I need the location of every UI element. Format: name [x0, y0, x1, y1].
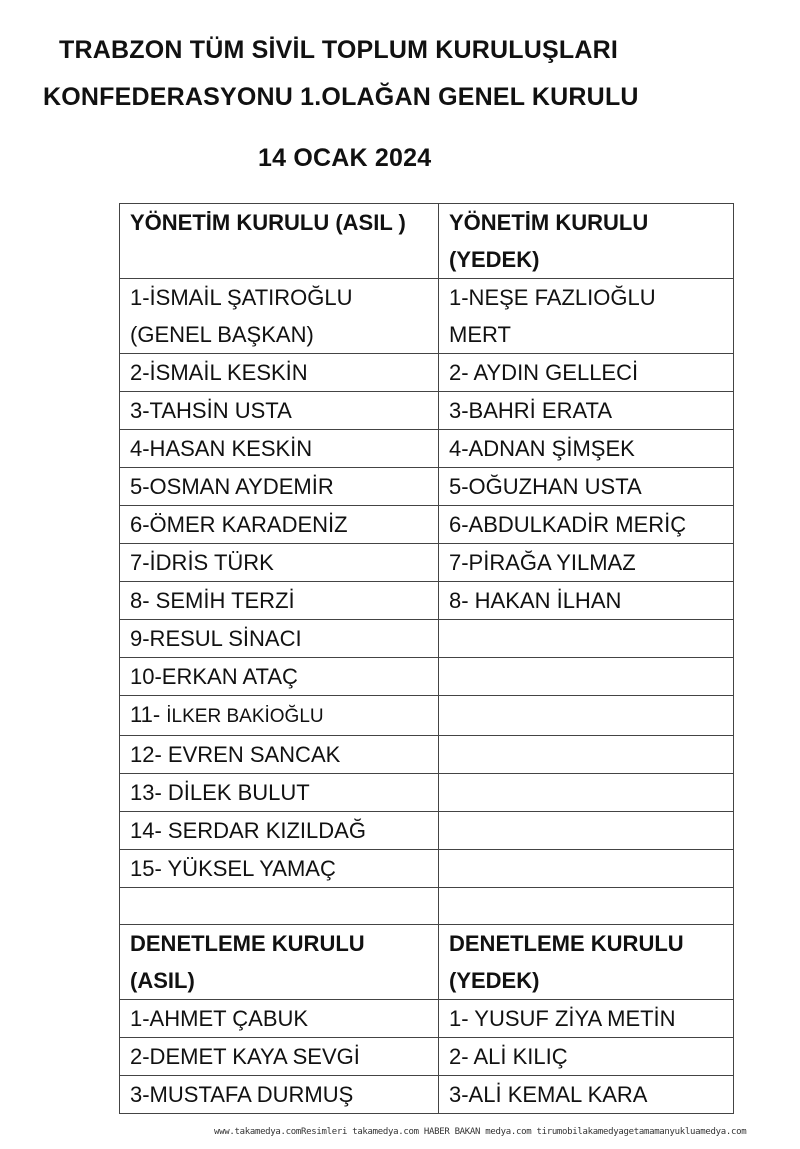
yonetim-asil-cell: 7-İDRİS TÜRK — [120, 544, 439, 582]
denetleme-asil-header — [120, 925, 439, 1000]
table-row — [120, 774, 734, 812]
denetleme-asil-cell: 2-DEMET KAYA SEVGİ — [120, 1038, 439, 1076]
yonetim-asil-1-role: (GENEL BAŞKAN) — [130, 322, 314, 347]
denetleme-asil-header-line2: (ASIL) — [130, 968, 195, 993]
table-row — [120, 658, 734, 696]
yonetim-asil-cell: 3-TAHSİN USTA — [120, 392, 439, 430]
row-11-name: İLKER BAKİOĞLU — [166, 706, 324, 727]
denetleme-yedek-cell: 2- ALİ KILIÇ — [439, 1038, 734, 1076]
yonetim-yedek-cell: 6-ABDULKADİR MERİÇ — [439, 506, 734, 544]
yonetim-yedek-cell — [439, 658, 734, 696]
denetleme-asil-header-line1: DENETLEME KURULU — [130, 931, 365, 956]
denetleme-yedek-header — [439, 925, 734, 1000]
yonetim-yedek-cell: 3-BAHRİ ERATA — [439, 392, 734, 430]
yonetim-yedek-header — [439, 204, 734, 279]
yonetim-yedek-header-line1: YÖNETİM KURULU — [449, 210, 649, 235]
yonetim-yedek-1-name-cont: MERT — [449, 322, 511, 347]
yonetim-asil-cell: 2-İSMAİL KESKİN — [120, 354, 439, 392]
table-row — [120, 279, 734, 354]
denetleme-yedek-cell: 3-ALİ KEMAL KARA — [439, 1076, 734, 1114]
yonetim-asil-cell: 13- DİLEK BULUT — [120, 774, 439, 812]
yonetim-yedek-cell: 4-ADNAN ŞİMŞEK — [439, 430, 734, 468]
denetleme-asil-cell: 1-AHMET ÇABUK — [120, 1000, 439, 1038]
yonetim-asil-1-name: 1-İSMAİL ŞATIROĞLU — [130, 285, 353, 310]
yonetim-yedek-cell — [439, 736, 734, 774]
yonetim-asil-cell: 5-OSMAN AYDEMİR — [120, 468, 439, 506]
table-row — [120, 1076, 734, 1114]
table-row — [120, 850, 734, 888]
yonetim-asil-header: YÖNETİM KURULU (ASIL ) — [120, 204, 439, 279]
yonetim-asil-cell: 15- YÜKSEL YAMAÇ — [120, 850, 439, 888]
yonetim-asil-cell: 6-ÖMER KARADENİZ — [120, 506, 439, 544]
yonetim-asil-cell: 9-RESUL SİNACI — [120, 620, 439, 658]
table-row — [120, 582, 734, 620]
denetleme-asil-cell: 3-MUSTAFA DURMUŞ — [120, 1076, 439, 1114]
document-title-line-1: TRABZON TÜM SİVİL TOPLUM KURULUŞLARI — [59, 36, 619, 64]
table-row — [120, 620, 734, 658]
yonetim-asil-cell: 14- SERDAR KIZILDAĞ — [120, 812, 439, 850]
yonetim-asil-cell: 12- EVREN SANCAK — [120, 736, 439, 774]
yonetim-yedek-1 — [439, 279, 734, 354]
table-row — [120, 1000, 734, 1038]
footer-watermark: www.takamedya.comResimleri takamedya.com HABER BAKAN medya.com tirumobilakamedyagetamamanyukluamedya.com — [214, 1127, 747, 1137]
table-row — [120, 392, 734, 430]
yonetim-yedek-cell — [439, 850, 734, 888]
yonetim-yedek-cell: 8- HAKAN İLHAN — [439, 582, 734, 620]
yonetim-yedek-header-line2: (YEDEK) — [449, 247, 540, 272]
yonetim-asil-1 — [120, 279, 439, 354]
empty-cell — [439, 888, 734, 925]
table-header-row — [120, 204, 734, 279]
yonetim-yedek-cell: 7-PİRAĞA YILMAZ — [439, 544, 734, 582]
yonetim-yedek-cell — [439, 812, 734, 850]
table-row — [120, 468, 734, 506]
yonetim-yedek-cell: 5-OĞUZHAN USTA — [439, 468, 734, 506]
table-row — [120, 544, 734, 582]
board-members-table — [119, 203, 734, 1114]
table-row — [120, 430, 734, 468]
yonetim-asil-cell — [120, 696, 439, 736]
yonetim-yedek-cell — [439, 696, 734, 736]
table-row — [120, 696, 734, 736]
document-title-line-2: KONFEDERASYONU 1.OLAĞAN GENEL KURULU — [43, 83, 639, 111]
denetleme-yedek-header-line1: DENETLEME KURULU — [449, 931, 684, 956]
denetleme-header-row — [120, 925, 734, 1000]
table-row — [120, 812, 734, 850]
table-row — [120, 1038, 734, 1076]
table-row — [120, 736, 734, 774]
table-spacer-row — [120, 888, 734, 925]
yonetim-asil-cell: 8- SEMİH TERZİ — [120, 582, 439, 620]
row-11-number: 11- — [130, 702, 167, 727]
yonetim-asil-cell: 4-HASAN KESKİN — [120, 430, 439, 468]
table-row — [120, 506, 734, 544]
yonetim-asil-cell: 10-ERKAN ATAÇ — [120, 658, 439, 696]
denetleme-yedek-header-line2: (YEDEK) — [449, 968, 540, 993]
yonetim-yedek-cell — [439, 774, 734, 812]
denetleme-yedek-cell: 1- YUSUF ZİYA METİN — [439, 1000, 734, 1038]
yonetim-yedek-cell — [439, 620, 734, 658]
empty-cell — [120, 888, 439, 925]
yonetim-yedek-cell: 2- AYDIN GELLECİ — [439, 354, 734, 392]
table-row — [120, 354, 734, 392]
document-date: 14 OCAK 2024 — [258, 144, 432, 172]
yonetim-yedek-1-name: 1-NEŞE FAZLIOĞLU — [449, 285, 656, 310]
